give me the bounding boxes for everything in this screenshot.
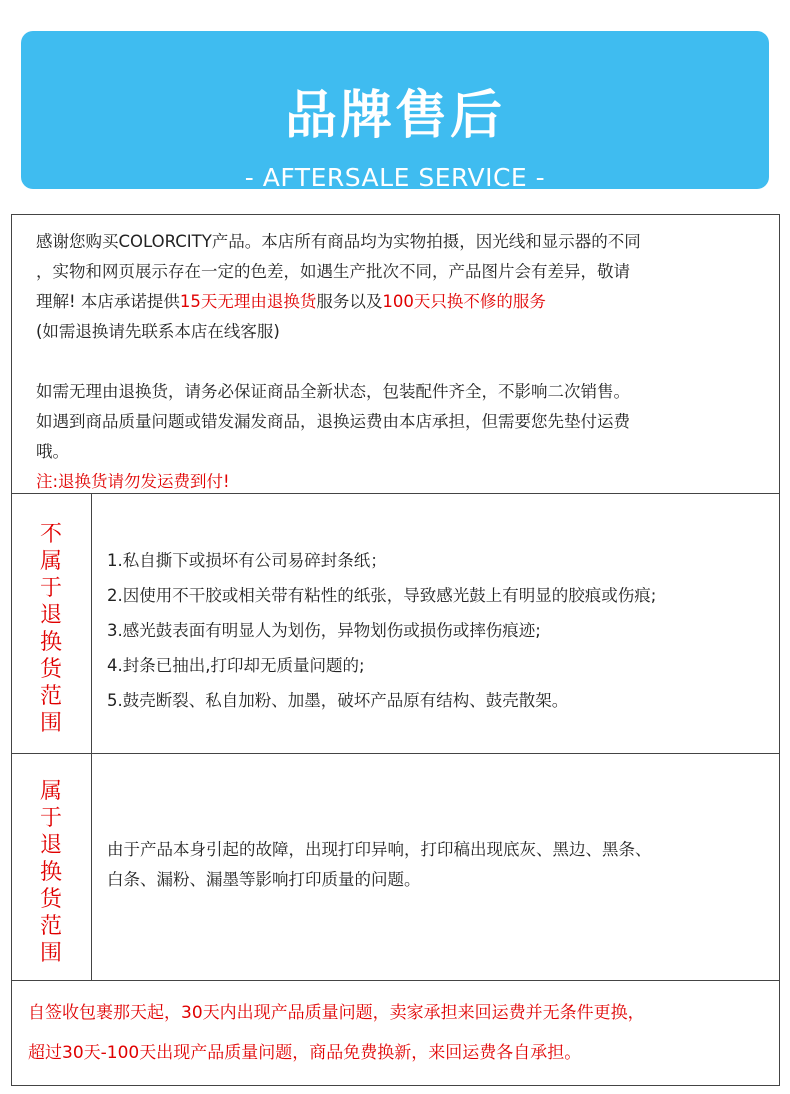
column-divider [91,493,92,753]
list-item: 5.鼓壳断裂、私自加粉、加墨，破坏产品原有结构、鼓壳散架。 [107,691,569,710]
not-covered-list [107,543,777,718]
intro-section [36,227,766,497]
promise-100-day: 100天只换不修的服务 [382,292,546,311]
intro-line-2: ，实物和网页展示存在一定的色差，如遇生产批次不同，产品图片会有差异，敬请 [36,262,630,281]
intro-line-4: (如需退换请先联系本店在线客服) [36,322,280,341]
footer-line-2: 超过30天-100天出现产品质量问题，商品免费换新，来回运费各自承担。 [28,1043,582,1063]
intro-line-3: 理解! 本店承诺提供15天无理由退换货服务以及100天只换不修的服务 [36,292,546,311]
intro-line-7: 哦。 [36,442,69,461]
divider [12,753,779,754]
footer-line-1: 自签收包裹那天起，30天内出现产品质量问题，卖家承担来回运费并无条件更换， [28,1003,645,1023]
not-covered-label: 不属于退换货范围 [39,522,62,736]
covered-line-1: 由于产品本身引起的故障，出现打印异响，打印稿出现底灰、黑边、黑条、 [107,840,652,859]
banner-title: 品牌售后 [284,86,505,146]
shipping-note: 注:退换货请勿发运费到付! [36,472,230,491]
intro-line-5: 如需无理由退换货，请务必保证商品全新状态，包装配件齐全，不影响二次销售。 [36,382,630,401]
aftersale-table [11,214,780,1086]
divider [12,493,779,494]
intro-line-6: 如遇到商品质量问题或错发漏发商品，退换运费由本店承担，但需要您先垫付运费 [36,412,630,431]
list-item: 1.私自撕下或损坏有公司易碎封条纸； [107,551,387,570]
intro-line-1: 感谢您购买COLORCITY产品。本店所有商品均为实物拍摄，因光线和显示器的不同 [36,232,641,251]
column-divider [91,753,92,980]
list-item: 2.因使用不干胶或相关带有粘性的纸张，导致感光鼓上有明显的胶痕或伤痕; [107,586,657,605]
header-banner [21,31,769,192]
divider [12,980,779,981]
covered-label: 属于退换货范围 [39,779,62,966]
list-item: 4.封条已抽出,打印却无质量问题的; [107,656,365,675]
banner-subtitle: - AFTERSALE SERVICE - [244,163,546,192]
covered-text [107,835,767,895]
covered-line-2: 白条、漏粉、漏墨等影响打印质量的问题。 [107,870,421,889]
footer-policy [28,993,778,1073]
promise-15-day: 15天无理由退换货 [179,292,317,311]
list-item: 3.感光鼓表面有明显人为划伤，异物划伤或损伤或摔伤痕迹; [107,621,541,640]
